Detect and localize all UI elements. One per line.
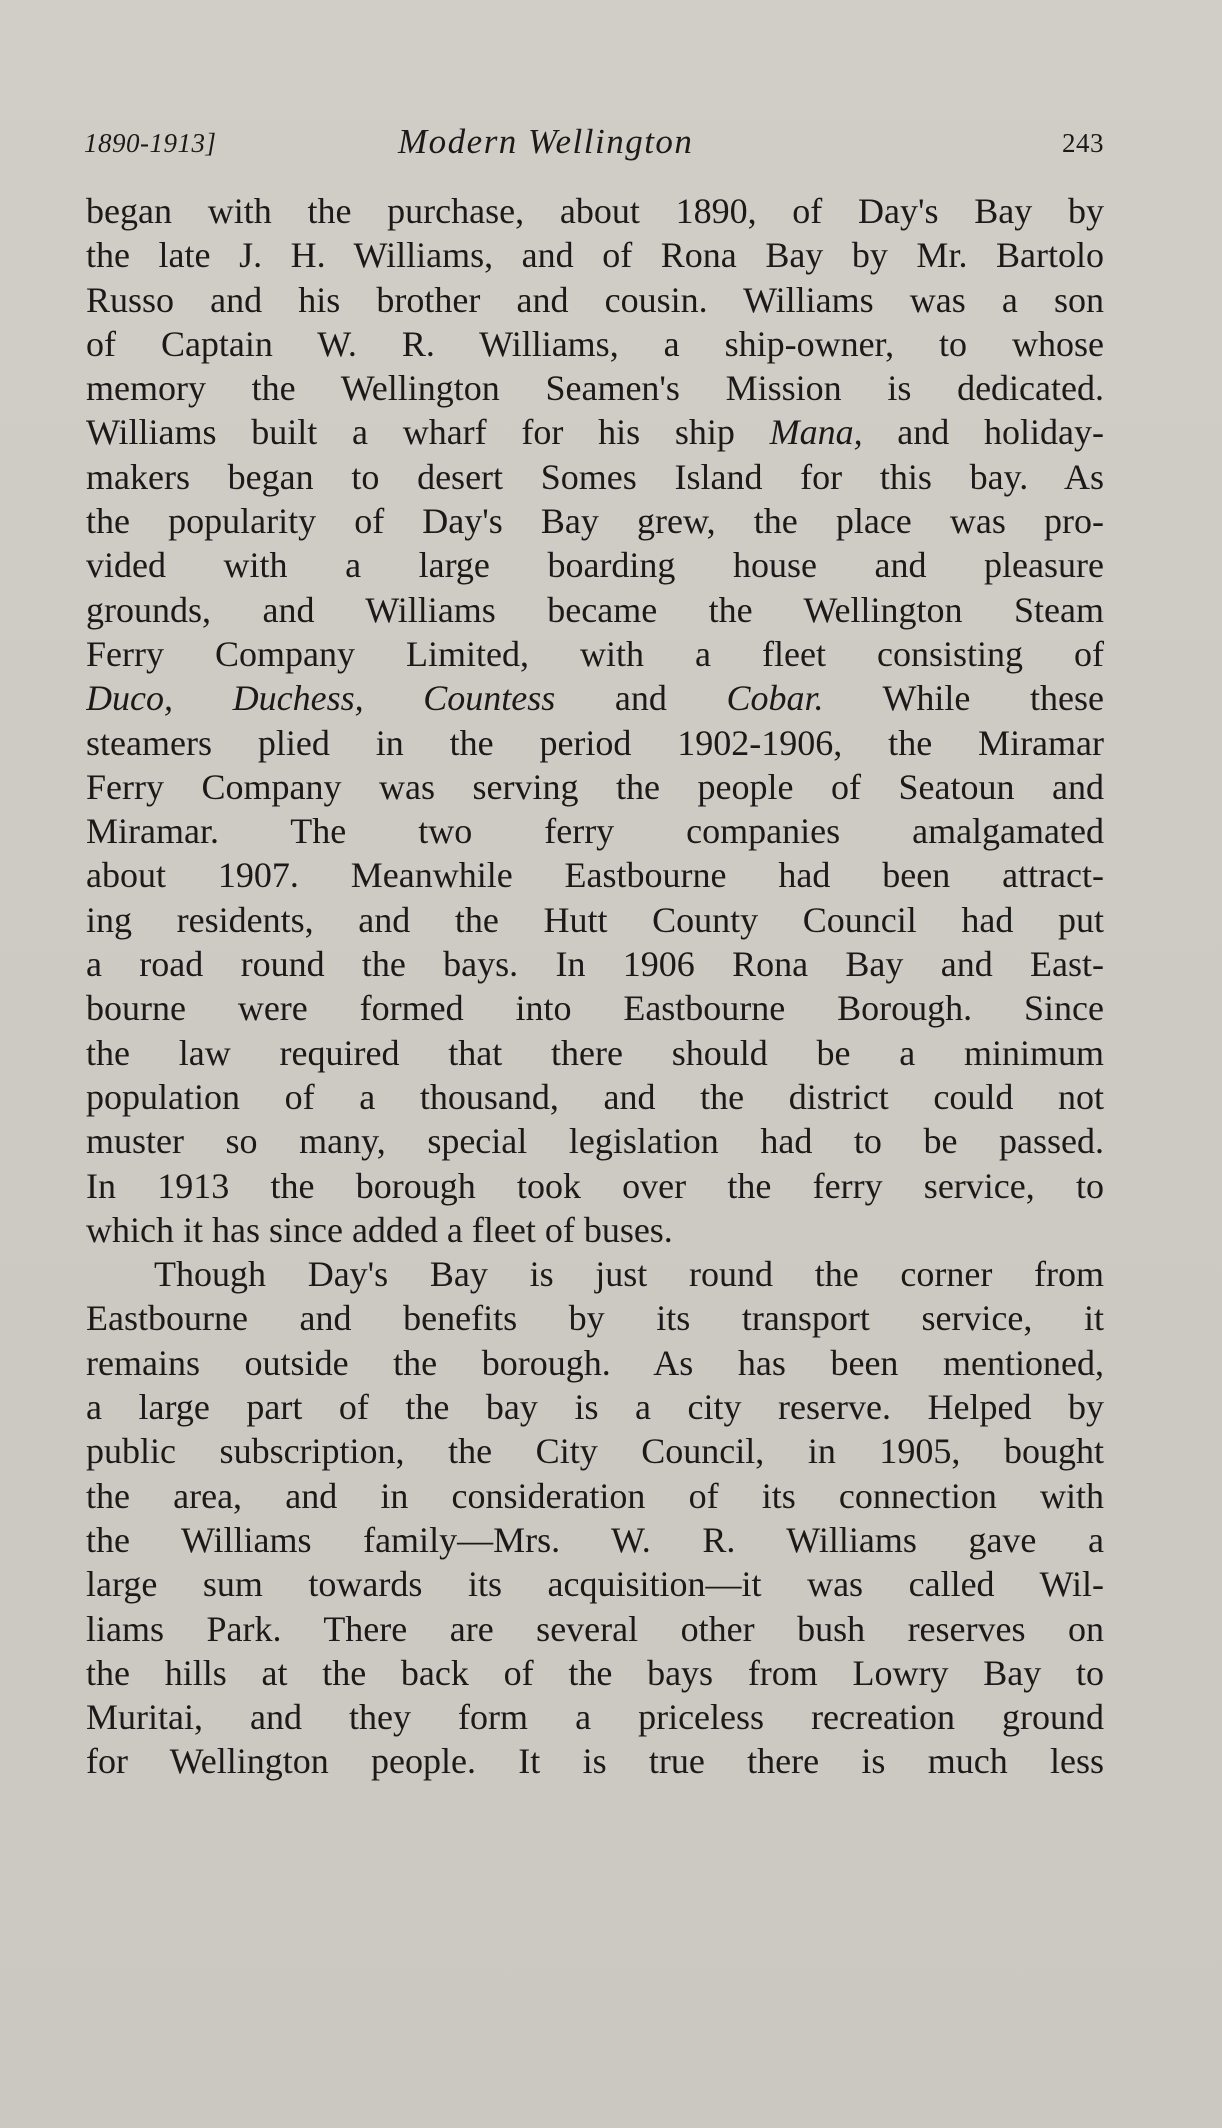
text-line: a road round the bays. In 1906 Rona Bay and East- — [86, 944, 1104, 985]
text-line: large sum towards its acquisition—it was called Wil- — [86, 1564, 1104, 1605]
text-line: the law required that there should be a minimum — [86, 1032, 1104, 1073]
text-line: Duco, Duchess, Countess and Cobar. While these — [86, 678, 1104, 719]
text-line: began with the purchase, about 1890, of Day's Bay by — [86, 191, 1104, 231]
text-line: public subscription, the City Council, in 1905, bought — [86, 1431, 1104, 1472]
text-line: steamers plied in the period 1902-1906, the Miramar — [86, 722, 1104, 763]
text-line: Eastbourne and benefits by its transport service, it — [86, 1298, 1104, 1339]
text-line: about 1907. Meanwhile Eastbourne had been attract- — [86, 855, 1104, 896]
header-page-number: 243 — [1062, 128, 1104, 158]
text-line: of Captain W. R. Williams, a ship-owner, to whose — [86, 323, 1104, 364]
text-line: makers began to desert Somes Island for this bay. As — [86, 456, 1104, 497]
text-line: bourne were formed into Eastbourne Borough. Since — [86, 988, 1104, 1029]
text-line: Miramar. The two ferry companies amalgamated — [86, 811, 1104, 852]
text-line: grounds, and Williams became the Wellington Steam — [86, 589, 1104, 630]
text-line: Muritai, and they form a priceless recreation ground — [86, 1697, 1104, 1738]
text-line: Russo and his brother and cousin. Williams was a son — [86, 279, 1104, 320]
text-line: Ferry Company was serving the people of Seatoun and — [86, 766, 1104, 807]
text-line: vided with a large boarding house and pleasure — [86, 545, 1104, 586]
header-date-range: 1890-1913] — [84, 128, 217, 158]
text-line: Williams built a wharf for his ship Mana, and holiday- — [86, 412, 1104, 453]
text-line: In 1913 the borough took over the ferry service, to — [86, 1165, 1104, 1206]
text-line: muster so many, special legislation had to be passed. — [86, 1121, 1104, 1162]
body-text — [86, 189, 1104, 1784]
text-line: for Wellington people. It is true there is much less — [86, 1741, 1104, 1782]
text-line: the late J. H. Williams, and of Rona Bay by Mr. Bartolo — [86, 235, 1104, 276]
running-head — [84, 122, 1104, 170]
text-line: which it has since added a fleet of buses. — [86, 1209, 673, 1250]
text-line: the hills at the back of the bays from Lowry Bay to — [86, 1652, 1104, 1693]
text-line: Though Day's Bay is just round the corner from — [154, 1254, 1104, 1295]
text-line: population of a thousand, and the district could not — [86, 1076, 1104, 1117]
text-line: ing residents, and the Hutt County Council had put — [86, 899, 1104, 940]
text-line: the Williams family—Mrs. W. R. Williams gave a — [86, 1519, 1104, 1560]
text-line: remains outside the borough. As has been mentioned, — [86, 1342, 1104, 1383]
text-line: a large part of the bay is a city reserve. Helped by — [86, 1387, 1104, 1428]
text-line: memory the Wellington Seamen's Mission is dedicated. — [86, 368, 1104, 409]
text-line: Ferry Company Limited, with a fleet consisting of — [86, 633, 1104, 674]
header-chapter-title: Modern Wellington — [398, 122, 694, 161]
text-line: liams Park. There are several other bush reserves on — [86, 1608, 1104, 1649]
text-line: the popularity of Day's Bay grew, the place was pro- — [86, 501, 1104, 542]
text-line: the area, and in consideration of its connection with — [86, 1475, 1104, 1516]
